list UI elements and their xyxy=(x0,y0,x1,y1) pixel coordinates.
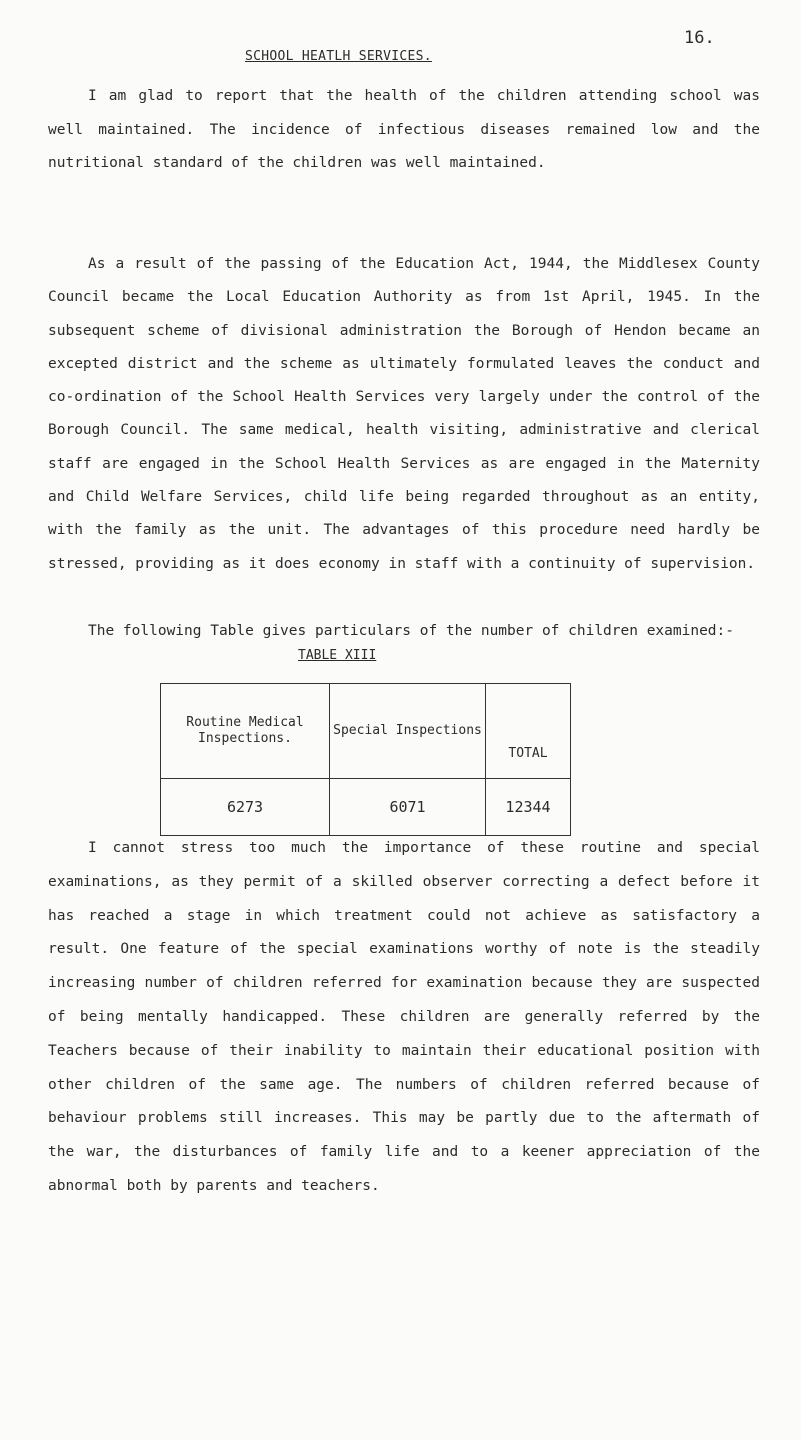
table-caption: TABLE XIII xyxy=(298,648,377,663)
paragraph-examinations-importance: I cannot stress too much the importance of these routine and special examinations, as they permit of a skilled observer correcting a defect before it has reached a stage in which treatment could not achieve as satisfactory a result. One feature of the special examinations worthy of note is the steadily increasing number of children referred for examination because they are suspected of being mentally handicapped. These children are generally referred by the Teachers because of their inability to maintain their educational position with other children of the same age. The numbers of children referred because of behaviour problems still increases. This may be partly due to the aftermath of the war, the disturbances of family life and to a keener appreciation of the abnormal both by parents and teachers. xyxy=(48,840,760,1194)
cell-routine-value: 6273 xyxy=(161,779,330,836)
header-total: TOTAL xyxy=(486,684,571,779)
header-special-inspections: Special Inspections xyxy=(330,684,486,779)
paragraph-health-maintained: I am glad to report that the health of the children attending school was well maintained. The incidence of infectious diseases remained low and the nutritional standard of the children was well maintained. xyxy=(48,88,760,171)
page-number: 16. xyxy=(684,28,715,48)
table-row xyxy=(161,779,571,836)
inspections-table xyxy=(160,683,571,836)
paragraph-education-act: As a result of the passing of the Education Act, 1944, the Middlesex County Council became the Local Education Authority as from 1st April, 1945. In the subsequent scheme of divisional administration the Borough of Hendon became an excepted district and the scheme as ultimately formulated leaves the conduct and co-ordination of the School Health Services very largely under the control of the Borough Council. The same medical, health visiting, administrative and clerical staff are engaged in the School Health Services as are engaged in the Maternity and Child Welfare Services, child life being regarded throughout as an entity, with the family as the unit. The advantages of this procedure need hardly be stressed, providing as it does economy in staff with a continuity of supervision. xyxy=(48,256,760,572)
table-header-row xyxy=(161,684,571,779)
cell-total-value: 12344 xyxy=(486,779,571,836)
cell-special-value: 6071 xyxy=(330,779,486,836)
page-title: SCHOOL HEATLH SERVICES. xyxy=(245,49,432,64)
paragraph-table-intro: The following Table gives particulars of the number of children examined:- xyxy=(88,623,735,639)
header-routine-inspections: Routine Medical Inspections. xyxy=(161,684,330,779)
